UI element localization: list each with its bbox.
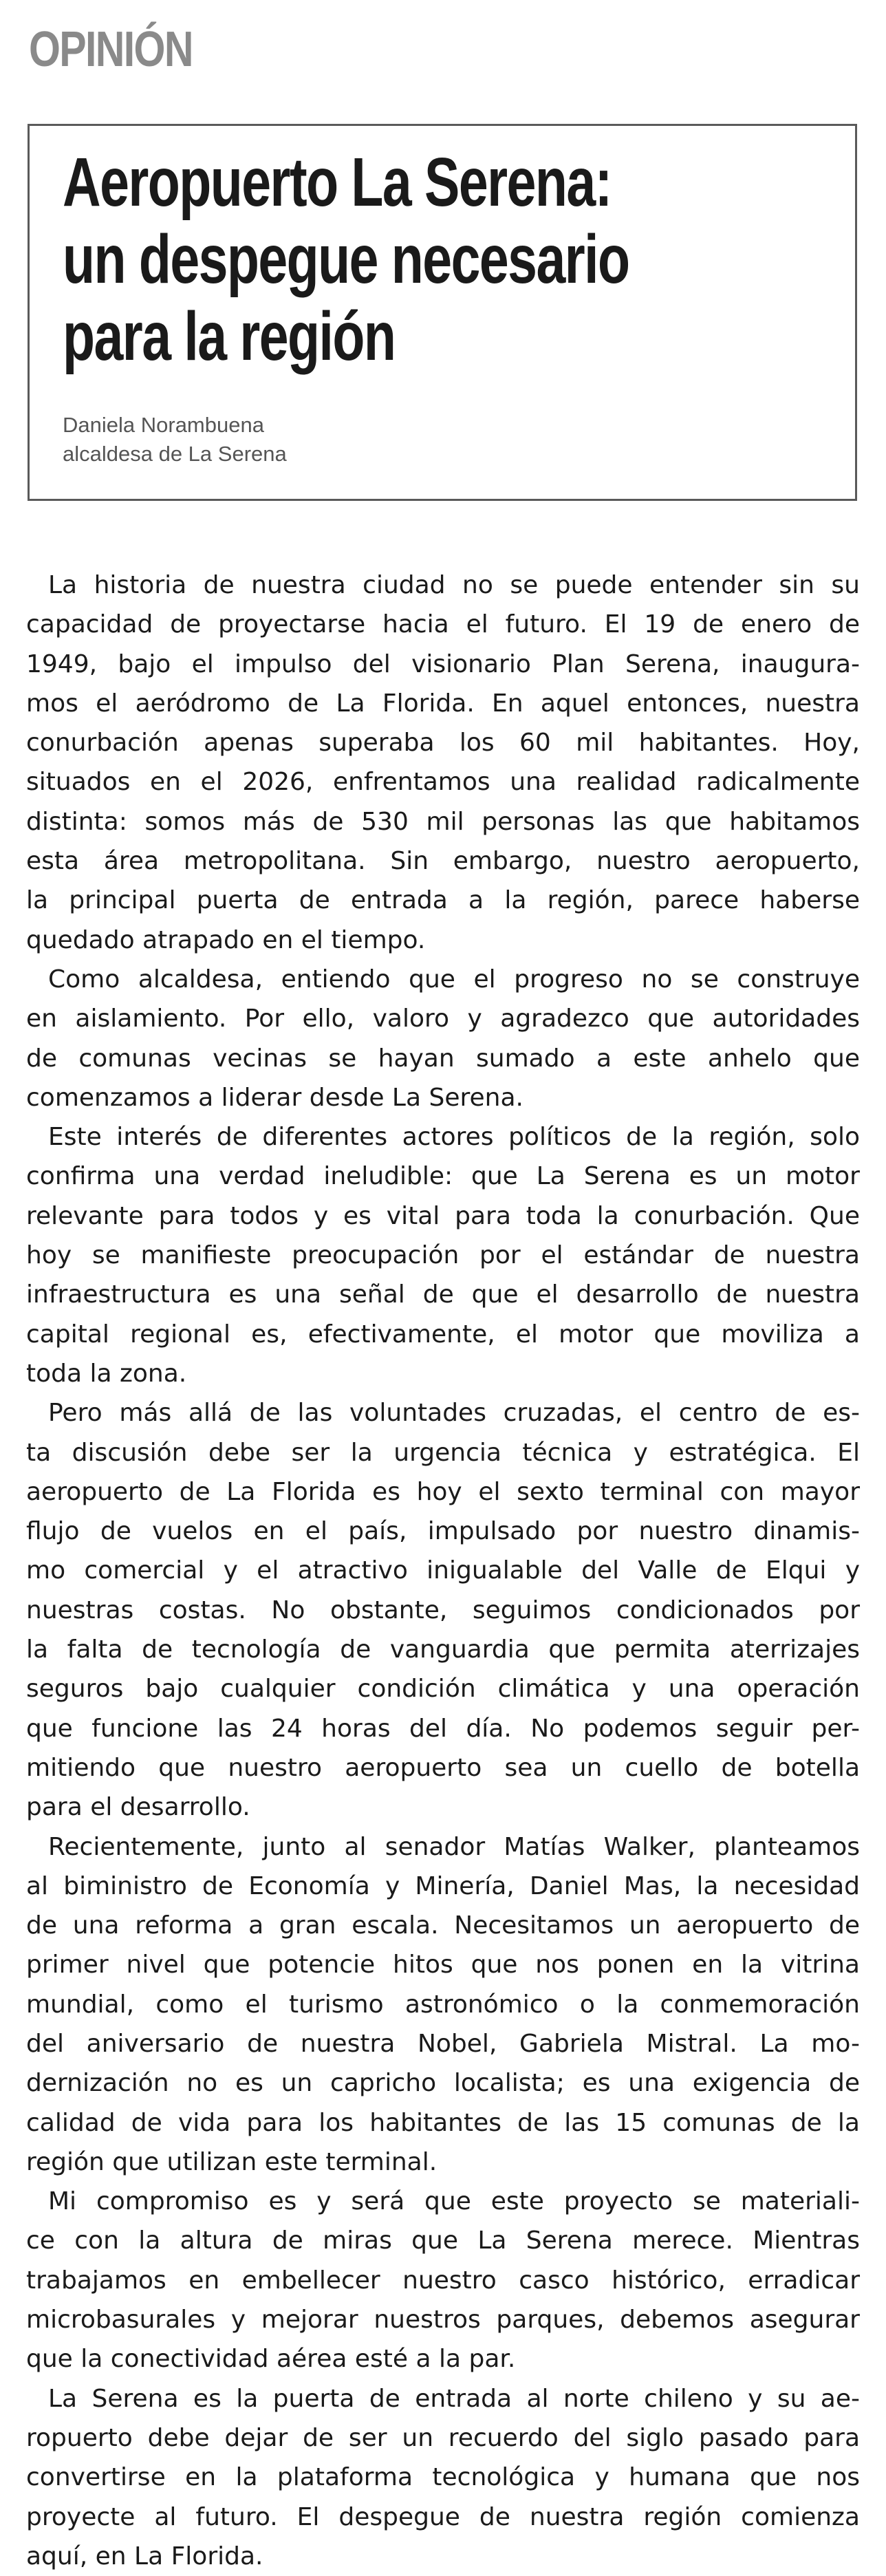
article-line: ce con la altura de miras que La Serena merece. Mientras bbox=[26, 2226, 860, 2255]
article-line: nuestras costas. No obstante, seguimos condicionados por bbox=[26, 1596, 860, 1624]
article-line: seguros bajo cualquier condición climática y una operación bbox=[26, 1675, 860, 1704]
article-line: esta área metropolitana. Sin embargo, nuestro aeropuerto, bbox=[26, 847, 860, 876]
article-line: Mi compromiso es y será que este proyecto se materiali- bbox=[48, 2187, 860, 2216]
article-paragraph bbox=[26, 1827, 860, 2182]
article-line: ta discusión debe ser la urgencia técnica y estratégica. El bbox=[26, 1438, 860, 1467]
article-line: proyecte al futuro. El despegue de nuestra región comienza bbox=[26, 2502, 860, 2531]
article-paragraph bbox=[26, 2182, 860, 2379]
article-line: conurbación apenas superaba los 60 mil habitantes. Hoy, bbox=[26, 729, 860, 758]
article-line: aquí, en La Florida. bbox=[26, 2542, 263, 2570]
article-line: mos el aeródromo de La Florida. En aquel entonces, nuestra bbox=[26, 689, 860, 718]
article-line: que funcione las 24 horas del día. No podemos seguir per- bbox=[26, 1714, 860, 1743]
article-paragraph bbox=[26, 960, 860, 1117]
headline bbox=[63, 144, 751, 375]
article-line: Como alcaldesa, entiendo que el progreso no se construye bbox=[48, 965, 860, 994]
article-line: capacidad de proyectarse hacia el futuro. El 19 de enero de bbox=[26, 610, 860, 639]
article-line: en aislamiento. Por ello, valoro y agradezco que autoridades bbox=[26, 1005, 860, 1033]
article-line: 1949, bajo el impulso del visionario Plan Serena, inaugura- bbox=[26, 650, 860, 678]
article-line: relevante para todos y es vital para toda la conurbación. Que bbox=[26, 1201, 860, 1230]
article-line: toda la zona. bbox=[26, 1359, 187, 1388]
article-line: mitiendo que nuestro aeropuerto sea un cuello de botella bbox=[26, 1753, 860, 1782]
article-paragraph bbox=[26, 1117, 860, 1393]
article-line: primer nivel que potencie hitos que nos ponen en la vitrina bbox=[26, 1951, 860, 1979]
article-line: Recientemente, junto al senador Matías Walker, planteamos bbox=[48, 1832, 860, 1861]
article-line: trabajamos en embellecer nuestro casco histórico, erradicar bbox=[26, 2266, 860, 2295]
article-paragraph bbox=[26, 2379, 860, 2576]
article-line: de una reforma a gran escala. Necesitamos un aeropuerto de bbox=[26, 1911, 860, 1940]
section-label: OPINIÓN bbox=[29, 22, 193, 77]
article-line: calidad de vida para los habitantes de las 15 comunas de la bbox=[26, 2108, 860, 2137]
title-box bbox=[28, 124, 857, 501]
article-line: aeropuerto de La Florida es hoy el sexto terminal con mayor bbox=[26, 1477, 860, 1506]
byline bbox=[63, 411, 287, 469]
article-line: mundial, como el turismo astronómico o la conmemoración bbox=[26, 1990, 860, 2019]
article-line: para el desarrollo. bbox=[26, 1793, 250, 1822]
article-line: distinta: somos más de 530 mil personas las que habitamos bbox=[26, 807, 860, 836]
article-line: mo comercial y el atractivo inigualable del Valle de Elqui y bbox=[26, 1556, 860, 1585]
article-line: Este interés de diferentes actores políticos de la región, solo bbox=[48, 1123, 860, 1152]
article-line: la falta de tecnología de vanguardia que permita aterrizajes bbox=[26, 1635, 860, 1664]
article-paragraph bbox=[26, 566, 860, 960]
article-line: comenzamos a liderar desde La Serena. bbox=[26, 1083, 523, 1112]
article-line: al biministro de Economía y Minería, Daniel Mas, la necesidad bbox=[26, 1871, 860, 1900]
article-line: capital regional es, efectivamente, el motor que moviliza a bbox=[26, 1320, 860, 1349]
article-line: ropuerto debe dejar de ser un recuerdo del siglo pasado para bbox=[26, 2423, 860, 2452]
article-line: La historia de nuestra ciudad no se puede entender sin su bbox=[48, 571, 860, 599]
article-paragraph bbox=[26, 1393, 860, 1827]
article-line: La Serena es la puerta de entrada al norte chileno y su ae- bbox=[48, 2384, 860, 2413]
article-line: que la conectividad aérea esté a la par. bbox=[26, 2345, 516, 2374]
article-line: convertirse en la plataforma tecnológica y humana que nos bbox=[26, 2463, 860, 2492]
article-line: infraestructura es una señal de que el desarrollo de nuestra bbox=[26, 1280, 860, 1309]
article-line: microbasurales y mejorar nuestros parques, debemos asegurar bbox=[26, 2306, 860, 2334]
article-line: Pero más allá de las voluntades cruzadas, el centro de es- bbox=[48, 1399, 860, 1428]
article-body bbox=[26, 566, 860, 2576]
article-line: la principal puerta de entrada a la región, parece haberse bbox=[26, 886, 860, 915]
article-line: del aniversario de nuestra Nobel, Gabriela Mistral. La mo- bbox=[26, 2029, 860, 2058]
article-line: dernización no es un capricho localista; es una exigencia de bbox=[26, 2069, 860, 2098]
article-line: de comunas vecinas se hayan sumado a este anhelo que bbox=[26, 1044, 860, 1073]
article-line: quedado atrapado en el tiempo. bbox=[26, 925, 426, 954]
headline-line: Aeropuerto La Serena: bbox=[63, 144, 612, 221]
article-line: confirma una verdad ineludible: que La Serena es un motor bbox=[26, 1162, 860, 1191]
article-line: hoy se manifieste preocupación por el estándar de nuestra bbox=[26, 1241, 860, 1270]
article-line: situados en el 2026, enfrentamos una realidad radicalmente bbox=[26, 768, 860, 797]
article-line: flujo de vuelos en el país, impulsado por nuestro dinamis- bbox=[26, 1517, 860, 1546]
article-line: región que utilizan este terminal. bbox=[26, 2147, 437, 2176]
headline-line: un despegue necesario bbox=[63, 221, 629, 298]
author-name: Daniela Norambuena bbox=[63, 413, 264, 437]
author-role: alcaldesa de La Serena bbox=[63, 442, 287, 466]
headline-line: para la región bbox=[63, 298, 396, 375]
